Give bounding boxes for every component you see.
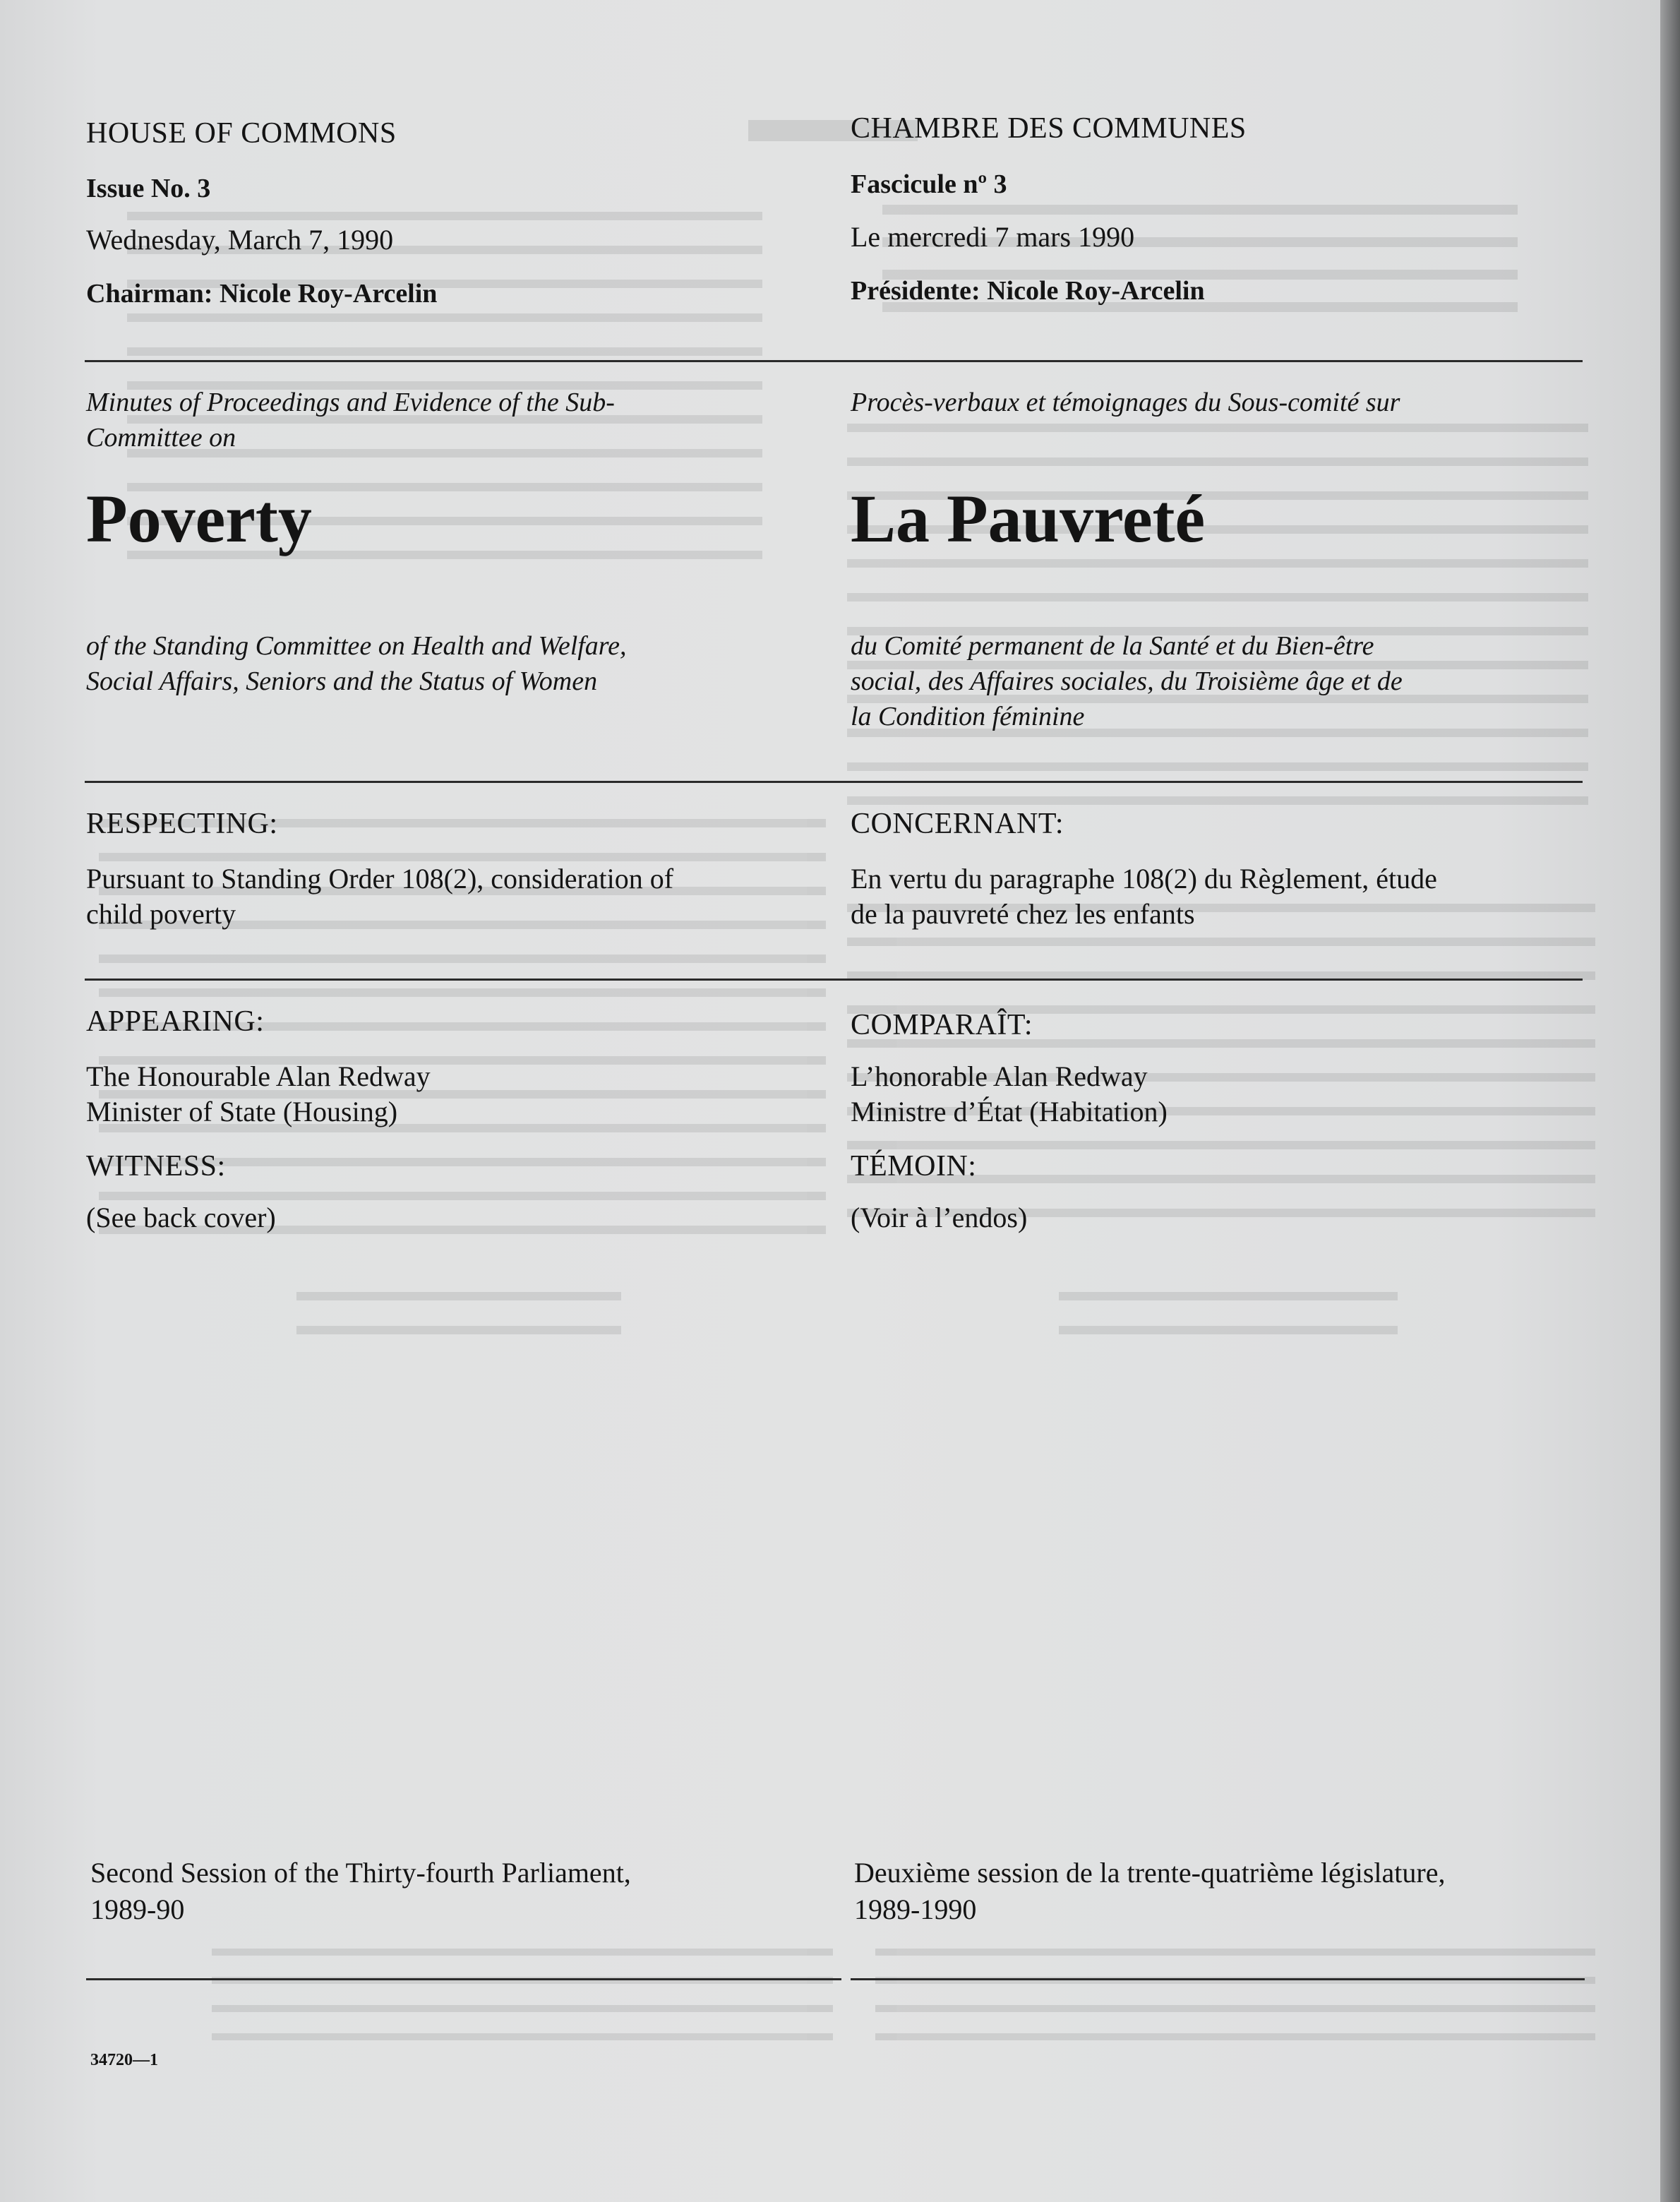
- comparait-line-1: L’honorable Alan Redway: [851, 1060, 1148, 1092]
- comite-permanent-line-2: social, des Affaires sociales, du Troisième âge et de: [851, 666, 1403, 696]
- concernant-line-2: de la pauvreté chez les enfants: [851, 898, 1195, 930]
- temoin-line: (Voir à l’endos): [851, 1202, 1028, 1233]
- divider-top: [85, 360, 1583, 362]
- comite-permanent-line-3: la Condition féminine: [851, 702, 1085, 731]
- house-of-commons-heading: HOUSE OF COMMONS: [86, 117, 397, 150]
- date-fr: Le mercredi 7 mars 1990: [851, 221, 1135, 253]
- comparait-heading: COMPARAÎT:: [851, 1009, 1033, 1041]
- chairman: Chairman: Nicole Roy-Arcelin: [86, 279, 438, 309]
- divider-bottom-left: [86, 1978, 841, 1980]
- respecting-line-2: child poverty: [86, 898, 236, 930]
- divider-appearing: [85, 979, 1583, 981]
- page-edge-shadow: [1660, 0, 1680, 2202]
- concernant-heading: CONCERNANT:: [851, 808, 1064, 840]
- document-title-en: Poverty: [86, 481, 312, 556]
- appearing-line-2: Minister of State (Housing): [86, 1096, 398, 1127]
- standing-committee-line-1: of the Standing Committee on Health and Welfare,: [86, 631, 627, 661]
- divider-respecting: [85, 781, 1583, 783]
- respecting-line-1: Pursuant to Standing Order 108(2), consideration of: [86, 863, 674, 894]
- respecting-heading: RESPECTING:: [86, 808, 278, 840]
- document-title-fr: La Pauvreté: [851, 481, 1206, 556]
- session-fr-line-2: 1989-1990: [854, 1893, 977, 1925]
- divider-bottom-right: [851, 1978, 1585, 1980]
- standing-committee-line-2: Social Affairs, Seniors and the Status of Women: [86, 666, 598, 696]
- session-fr-line-1: Deuxième session de la trente-quatrième législature,: [854, 1857, 1446, 1889]
- chambre-des-communes-heading: CHAMBRE DES COMMUNES: [851, 112, 1247, 145]
- appearing-heading: APPEARING:: [86, 1005, 265, 1038]
- minutes-line-1: Minutes of Proceedings and Evidence of the Sub-: [86, 388, 615, 417]
- concernant-line-1: En vertu du paragraphe 108(2) du Règlement, étude: [851, 863, 1437, 894]
- presidente: Présidente: Nicole Roy-Arcelin: [851, 276, 1205, 306]
- proces-verbaux-line: Procès-verbaux et témoignages du Sous-comité sur: [851, 388, 1400, 417]
- fascicule-number: Fascicule nº 3: [851, 169, 1007, 199]
- witness-line: (See back cover): [86, 1202, 276, 1233]
- minutes-line-2: Committee on: [86, 423, 236, 453]
- issue-number: Issue No. 3: [86, 174, 211, 203]
- issue-date: Wednesday, March 7, 1990: [86, 224, 394, 256]
- comparait-line-2: Ministre d’État (Habitation): [851, 1096, 1168, 1127]
- print-code: 34720—1: [90, 2051, 158, 2069]
- temoin-heading: TÉMOIN:: [851, 1150, 977, 1183]
- session-line-2: 1989-90: [90, 1893, 185, 1925]
- comite-permanent-line-1: du Comité permanent de la Santé et du Bien-être: [851, 631, 1374, 661]
- appearing-line-1: The Honourable Alan Redway: [86, 1060, 431, 1092]
- session-line-1: Second Session of the Thirty-fourth Parliament,: [90, 1857, 631, 1889]
- witness-heading: WITNESS:: [86, 1150, 226, 1183]
